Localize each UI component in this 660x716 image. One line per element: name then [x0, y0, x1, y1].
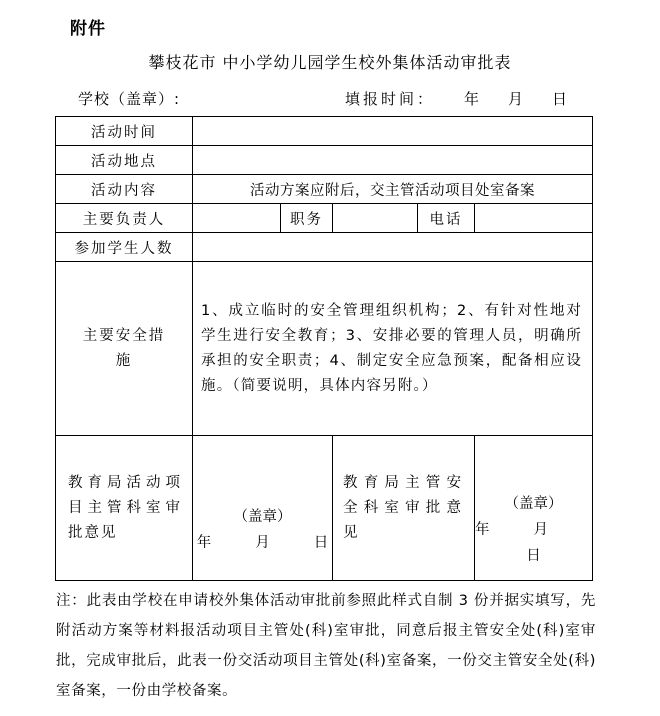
seal-date — [193, 530, 332, 556]
student-count-label: 参加学生人数 — [56, 233, 193, 262]
activity-content-label: 活动内容 — [56, 175, 193, 204]
fill-date-label: 填报时间： — [345, 90, 436, 108]
student-count-field[interactable] — [193, 233, 593, 262]
seal-label: （盖章） — [504, 496, 563, 512]
fill-date-year: 年 — [464, 90, 480, 108]
bureau-safety-approval-label: 教育局主管安全科室审批意见 — [333, 436, 475, 581]
activity-content-field[interactable]: 活动方案应附后，交主管活动项目处室备案 — [193, 175, 593, 204]
fill-date-day: 日 — [552, 90, 568, 108]
seal-date — [475, 517, 592, 569]
bureau-safety-seal-area[interactable] — [475, 436, 593, 581]
footnote: 注：此表由学校在申请校外集体活动审批前参照此样式自制 3 份并据实填写，先附活动方案等材料报活动项目主管处(科)室审批，同意后报主管安全处(科)室审批，完成审批后，此表一份交活动项目主管处(科)室备案，一份交主管安全处(科)室备案，一份由学校备案。 — [56, 593, 596, 699]
activity-location-field[interactable] — [193, 146, 593, 175]
seal-day: 日 — [526, 548, 541, 564]
seal-year: 年 — [475, 522, 490, 538]
seal-month: 月 — [255, 535, 270, 551]
bureau-activity-seal-area[interactable] — [193, 436, 333, 581]
fill-date-line — [345, 88, 567, 109]
seal-day: 日 — [313, 535, 329, 551]
safety-measures-text: 1、成立临时的安全管理组织机构；2、有针对性地对学生进行安全教育；3、安排必要的管理人员，明确所承担的安全职责；4、制定安全应急预案，配备相应设施。（简要说明，具体内容另附。） — [193, 262, 593, 436]
school-seal-label: 学校（盖章）: — [78, 90, 181, 108]
seal-label: （盖章） — [233, 509, 292, 525]
position-field[interactable] — [333, 204, 418, 233]
seal-month: 月 — [533, 522, 549, 538]
fill-date-month: 月 — [508, 90, 524, 108]
activity-location-label: 活动地点 — [56, 146, 193, 175]
form-title: 攀枝花市 中小学幼儿园学生校外集体活动审批表 — [148, 53, 512, 72]
phone-field[interactable] — [475, 204, 593, 233]
bureau-activity-approval-label: 教育局活动项目主管科室审批意见 — [56, 436, 193, 581]
activity-time-field[interactable] — [193, 117, 593, 146]
attachment-label: 附件 — [70, 19, 106, 39]
activity-time-label: 活动时间 — [56, 117, 193, 146]
position-label: 职务 — [281, 204, 333, 233]
safety-measures-label: 主要安全措施 — [56, 262, 193, 436]
phone-label: 电话 — [418, 204, 475, 233]
approval-form-table — [55, 116, 593, 581]
person-in-charge-field[interactable] — [193, 204, 281, 233]
person-in-charge-label: 主要负责人 — [56, 204, 193, 233]
seal-year: 年 — [196, 535, 212, 551]
